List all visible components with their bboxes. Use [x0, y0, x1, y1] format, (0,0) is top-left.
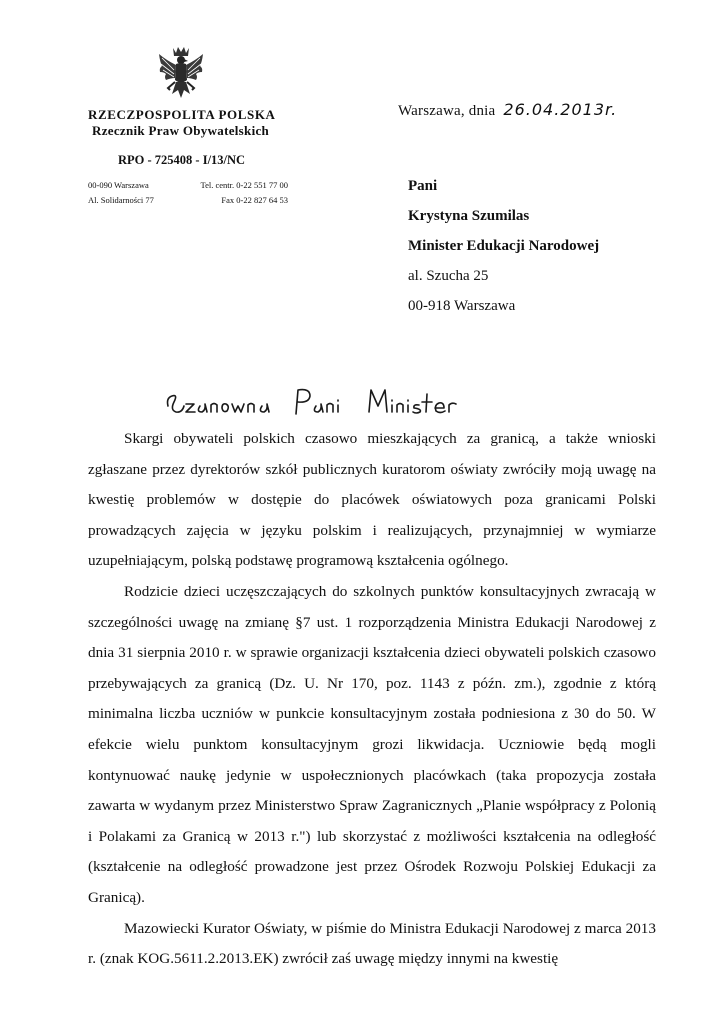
- body-paragraph: Mazowiecki Kurator Oświaty, w piśmie do Ministra Edukacji Narodowej z marca 2013 r. (znak KOG.5611.2.2013.EK) zwrócił zaś uwagę między innymi na kwestię: [88, 919, 656, 968]
- phone-line: Tel. centr. 0-22 551 77 00: [200, 180, 288, 190]
- body-paragraph: Skargi obywateli polskich czasowo mieszkających za granicą, a także wnioski zgłaszane przez dyrektorów szkół publicznych kuratorom oświaty zwróciły moją uwagę na kwestię problemów w dostępie do placówek oświatowych poza granicami Polski prowadzących zajęcia w języku polskim i realizujących, przynajmniej w wymiarze uzupełniającym, polską podstawę programową kształcenia ogólnego.: [88, 430, 656, 570]
- handwritten-greeting: [164, 376, 484, 424]
- contact-row: [88, 193, 288, 208]
- address-line: Al. Solidarności 77: [88, 195, 154, 205]
- sender-office: Rzecznik Praw Obywatelskich: [92, 123, 270, 138]
- recipient-title: Minister Edukacji Narodowej: [408, 238, 600, 254]
- fax-line: Fax 0-22 827 64 53: [221, 195, 288, 205]
- place-label: Warszawa, dnia: [398, 103, 496, 119]
- sender-country: RZECZPOSPOLITA POLSKA: [88, 107, 276, 122]
- recipient-street: al. Szucha 25: [408, 268, 489, 284]
- address-line: 00-090 Warszawa: [88, 180, 149, 190]
- recipient-salutation: Pani: [408, 178, 438, 194]
- recipient-city: 00-918 Warszawa: [408, 298, 516, 314]
- body-paragraph: Rodzicie dzieci uczęszczających do szkolnych punktów konsultacyjnych zwracają w szczególności uwagę na zmianę §7 ust. 1 rozporządzenia Ministra Edukacji Narodowej z dnia 31 sierpnia 2010 r. w sprawie organizacji kształcenia dzieci obywateli polskich czasowo przebywających za granicą (Dz. U. Nr 170, poz. 1143 z późn. zm.), zgodnie z którą minimalna liczba uczniów w punkcie konsultacyjnym została podniesiona z 30 do 50. W efekcie wielu punktom konsultacyjnym grozi likwidacja. Uczniowie będą mogli kontynuować naukę jedynie w uspołecznionych placówkach (taka propozycja została zawarta w wydanym przez Ministerstwo Spraw Zagranicznych „Planie współpracy z Polonią i Polakami za Granicą w 2013 r.") lub skorzystać z możliwości kształcenia na odległość (kształcenie na odległość prowadzone jest przez Ośrodek Rozwoju Polskiej Edukacji za Granicą).: [88, 582, 656, 906]
- contact-row: [88, 178, 288, 193]
- polish-eagle-emblem-icon: [156, 44, 206, 102]
- letter-body: [88, 424, 656, 975]
- sender-block: [88, 107, 298, 208]
- reference-number: RPO - 725408 - I/13/NC: [118, 153, 246, 167]
- place-date: [398, 100, 617, 120]
- recipient-name: Krystyna Szumilas: [408, 208, 530, 224]
- sender-contact: [88, 178, 298, 208]
- recipient-block: [408, 171, 599, 321]
- handwritten-date: 26.04.2013r.: [503, 100, 618, 119]
